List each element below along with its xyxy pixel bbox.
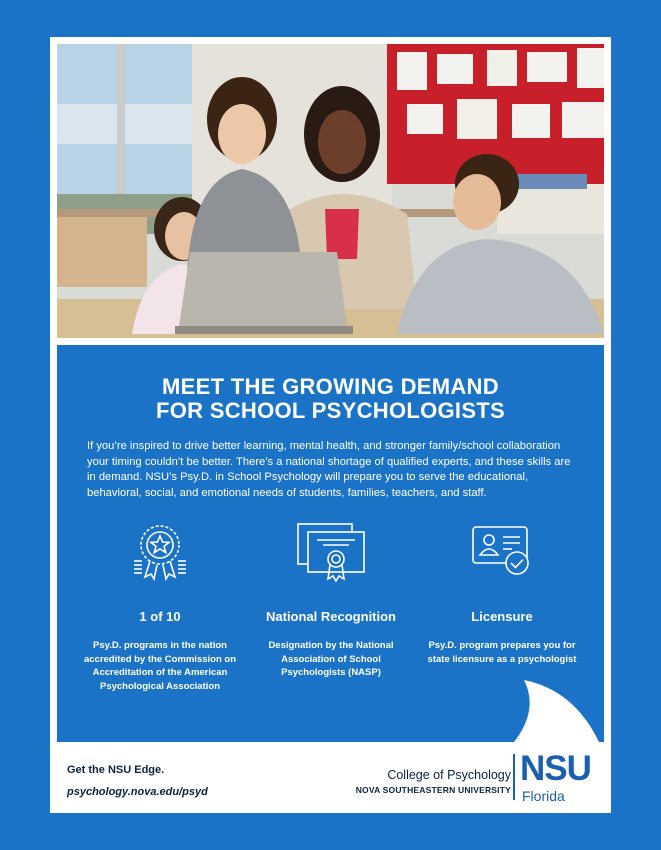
feature-title: 1 of 10: [139, 609, 181, 624]
feature-description: Designation by the National Association of School Psychologists (NASP): [268, 640, 394, 678]
flyer-page: [50, 37, 611, 813]
headline-line-1: MEET THE GROWING DEMAND: [162, 374, 499, 399]
college-name: College of Psychology: [387, 768, 511, 782]
feature-accreditation: [75, 521, 245, 693]
feature-title: National Recognition: [266, 609, 396, 624]
headline-line-2: FOR SCHOOL PSYCHOLOGISTS: [155, 398, 506, 423]
feature-title: Licensure: [471, 609, 533, 624]
nsu-logo: NSU: [520, 749, 591, 788]
license-card-icon: [470, 521, 534, 585]
classroom-photo: [57, 44, 604, 338]
feature-recognition: [246, 521, 416, 680]
feature-description: Psy.D. program prepares you for state licensure as a psychologist: [427, 640, 577, 665]
content-panel: [57, 345, 604, 742]
shark-fin-graphic: [514, 680, 604, 742]
award-ribbon-icon: [128, 521, 192, 585]
headline: [57, 375, 604, 423]
intro-paragraph: If you’re inspired to drive better learning, mental health, and stronger family/school collaboration your timing couldn’t be better. There’s a national shortage of qualified experts, and these skills are in demand. NSU’s Psy.D. in School Psychology will prepare you to serve the educational, behavioral, social, and emotional needs of students, families, teachers, and staff.: [87, 440, 571, 499]
footer: [50, 742, 611, 813]
tagline: Get the NSU Edge.: [67, 764, 165, 776]
nsu-logo-state: Florida: [522, 788, 565, 804]
feature-licensure: [417, 521, 587, 666]
program-url-link[interactable]: psychology.nova.edu/psyd: [67, 786, 208, 798]
logo-divider: [513, 754, 515, 800]
university-name: NOVA SOUTHEASTERN UNIVERSITY: [355, 785, 511, 795]
feature-description: Psy.D. programs in the nation accredited by the Commission on Accreditation of the American Psychological Association: [83, 640, 237, 692]
certificate-icon: [295, 521, 367, 585]
